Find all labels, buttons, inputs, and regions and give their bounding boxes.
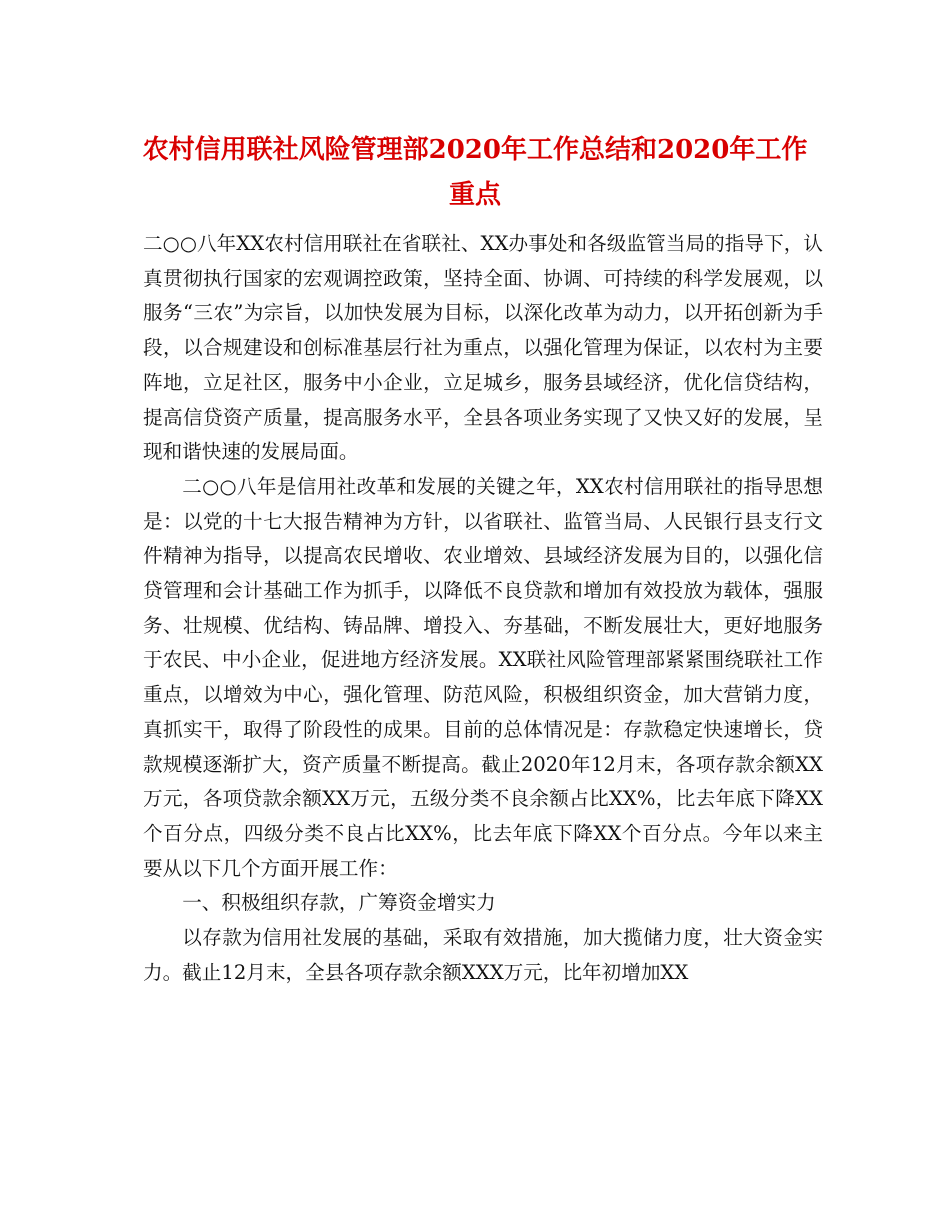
document-title: 农村信用联社风险管理部2020年工作总结和2020年工作重点 [142, 135, 808, 210]
paragraph-2: 二○○八年是信用社改革和发展的关键之年，XX农村信用联社的指导思想是：以党的十七大报告精神为方针，以省联社、监管当局、人民银行县支行文件精神为指导，以提高农民增收、农业增效、县域经济发展为目的，以强化信贷管理和会计基础工作为抓手，以降低不良贷款和增加有效投放为载体，强服务、壮规模、优结构、铸品牌、增投入、夯基础，不断发展壮大，更好地服务于农民、中小企业，促进地方经济发展。XX联社风险管理部紧紧围绕联社工作重点，以增效为中心，强化管理、防范风险，积极组织资金，加大营销力度，真抓实干，取得了阶段性的成果。目前的总体情况是：存款稳定快速增长，贷款规模逐渐扩大，资产质量不断提高。截止2020年12月末，各项存款余额XX万元，各项贷款余额XX万元，五级分类不良余额占比XX%，比去年底下降XX个百分点，四级分类不良占比XX%，比去年底下降XX个百分点。今年以来主要从以下几个方面开展工作： [143, 474, 823, 880]
document-body [143, 227, 823, 990]
section-heading-1: 一、积极组织存款，广筹资金增实力 [182, 891, 496, 915]
paragraph-1: 二○○八年XX农村信用联社在省联社、XX办事处和各级监管当局的指导下，认真贯彻执行国家的宏观调控政策，坚持全面、协调、可持续的科学发展观，以服务“三农”为宗旨，以加快发展为目标，以深化改革为动力，以开拓创新为手段，以合规建设和创标准基层行社为重点，以强化管理为保证，以农村为主要阵地，立足社区，服务中小企业，立足城乡，服务县域经济，优化信贷结构，提高信贷资产质量，提高服务水平，全县各项业务实现了又快又好的发展，呈现和谐快速的发展局面。 [143, 232, 823, 464]
paragraph-3: 以存款为信用社发展的基础，采取有效措施，加大揽储力度，壮大资金实力。截止12月末，全县各项存款余额XXX万元，比年初增加XX [143, 926, 823, 984]
